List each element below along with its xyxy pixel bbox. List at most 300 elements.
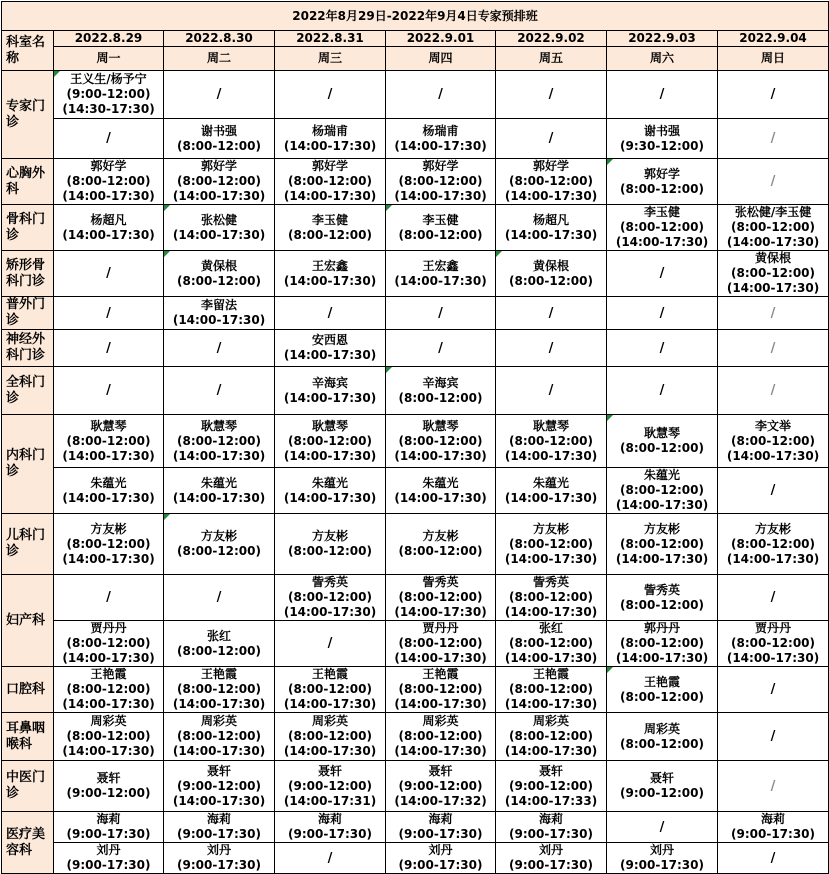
time-slot: (8:00-12:00) [509, 174, 593, 188]
schedule-cell [386, 367, 496, 415]
schedule-cell [275, 667, 386, 713]
schedule-row [2, 843, 829, 874]
empty-slot-slash: / [327, 87, 333, 102]
doctor-name: 朱蕴光 [532, 475, 569, 490]
time-slot: (14:00-17:30) [283, 448, 377, 463]
doctor-name: 谢书强 [200, 123, 237, 138]
schedule-cell [54, 468, 164, 514]
doctor-name: 谢书强 [643, 123, 680, 138]
time-slot: (14:00-17:30) [172, 227, 266, 242]
schedule-cell [54, 159, 164, 205]
weekday-header: 周三 [275, 47, 386, 71]
time-slot: (8:00-12:00) [398, 590, 483, 604]
schedule-cell [164, 251, 275, 297]
schedule-row [2, 159, 829, 205]
doctor-name: 方友彬 [311, 529, 348, 543]
weekday-header: 周一 [54, 47, 164, 71]
time-slot: (8:00-12:00) [288, 433, 372, 448]
schedule-cell [607, 330, 718, 367]
schedule-cell [164, 667, 275, 713]
date-header: 2022.8.29 [54, 31, 164, 47]
doctor-name: 王艳霞 [200, 667, 237, 681]
schedule-cell [718, 575, 829, 621]
schedule-cell [496, 621, 607, 667]
schedule-cell [718, 71, 829, 119]
empty-slot-slash: / [770, 729, 776, 744]
schedule-cell [275, 812, 386, 843]
schedule-cell [164, 468, 275, 514]
schedule-row [2, 367, 829, 415]
time-slot: (8:00-12:00) [177, 643, 261, 658]
doctor-name: 杨瑞甫 [422, 123, 459, 138]
time-slot: (14:00-17:30) [62, 551, 155, 566]
schedule-cell [386, 297, 496, 330]
time-slot: (9:30-12:00) [620, 138, 704, 153]
doctor-name: 郭好学 [311, 159, 348, 173]
schedule-cell [607, 713, 718, 761]
doctor-name: 方友彬 [643, 521, 680, 536]
time-slot: (14:00-17:30) [394, 138, 487, 153]
time-slot: (8:00-12:00) [398, 433, 483, 448]
dept-name: 专家门诊 [2, 71, 54, 159]
time-slot: (14:00-17:30) [726, 651, 820, 665]
dept-name: 中医门诊 [2, 761, 54, 812]
empty-slot-slash: / [216, 590, 222, 605]
time-slot: (14:00-17:30) [394, 448, 487, 463]
doctor-name: 周彩英 [643, 721, 680, 736]
time-slot: (9:00-17:30) [620, 858, 704, 872]
dept-name: 儿科门诊 [2, 514, 54, 575]
time-slot: (14:00-17:30) [394, 490, 487, 505]
schedule-cell [496, 761, 607, 812]
schedule-row [2, 575, 829, 621]
schedule-row [2, 667, 829, 713]
schedule-cell [275, 514, 386, 575]
time-slot: (8:00-12:00) [509, 682, 593, 696]
time-slot: (9:00-12:00) [66, 87, 151, 101]
time-slot: (9:00-17:30) [509, 827, 593, 841]
time-slot: (8:00-12:00) [66, 636, 151, 650]
schedule-cell [164, 514, 275, 575]
time-slot: (8:00-12:00) [177, 729, 261, 743]
schedule-cell [164, 119, 275, 159]
empty-slot-slash: / [548, 87, 554, 102]
schedule-cell [496, 367, 607, 415]
time-slot: (8:00-12:00) [731, 433, 816, 448]
schedule-cell [718, 468, 829, 514]
doctor-name: 海莉 [96, 812, 121, 826]
schedule-cell [275, 468, 386, 514]
schedule-cell [607, 205, 718, 251]
doctor-name: 海莉 [761, 812, 786, 826]
time-slot: (14:00-17:30) [62, 227, 155, 242]
schedule-cell [607, 251, 718, 297]
empty-slot-slash: / [327, 850, 333, 866]
doctor-name: 贾丹丹 [422, 621, 459, 635]
doctor-name: 安西恩 [311, 333, 348, 347]
time-slot: (9:00-17:30) [398, 827, 483, 841]
schedule-cell [54, 367, 164, 415]
schedule-cell [496, 713, 607, 761]
schedule-cell [164, 205, 275, 251]
time-slot: (8:00-12:00) [731, 266, 816, 280]
doctor-name: 海莉 [317, 812, 342, 826]
dept-name: 全科门诊 [2, 367, 54, 415]
schedule-cell [275, 330, 386, 367]
time-slot: (8:00-12:00) [66, 433, 151, 448]
doctor-name: 黄保根 [532, 258, 569, 273]
doctor-name: 聂轩 [96, 771, 121, 785]
doctor-name: 李留法 [200, 298, 237, 312]
time-slot: (8:00-12:00) [620, 483, 704, 497]
schedule-cell [607, 575, 718, 621]
doctor-name: 周彩英 [90, 714, 127, 728]
time-slot: (14:00-17:30) [172, 793, 266, 808]
time-slot: (14:00-17:33) [504, 793, 598, 808]
empty-slot-slash: / [106, 131, 111, 146]
time-slot: (14:00-17:30) [504, 744, 598, 758]
time-slot: (9:00-12:00) [288, 778, 372, 793]
doctor-name: 周彩英 [200, 714, 237, 728]
time-slot: (8:00-12:00) [288, 544, 372, 558]
time-slot: (8:00-12:00) [398, 682, 483, 696]
schedule-cell [607, 415, 718, 468]
time-slot: (9:00-17:30) [177, 858, 261, 872]
doctor-name: 訾秀英 [643, 582, 680, 597]
time-slot: (8:00-12:00) [398, 636, 483, 650]
weekday-header: 周五 [496, 47, 607, 71]
weekday-header: 周二 [164, 47, 275, 71]
doctor-name: 海莉 [538, 812, 563, 826]
time-slot: (14:00-17:30) [283, 273, 377, 288]
time-slot: (8:00-12:00) [509, 536, 593, 551]
schedule-cell [164, 812, 275, 843]
time-slot: (8:00-12:00) [509, 590, 593, 604]
time-slot: (9:00-17:30) [509, 858, 593, 872]
empty-slot-slash: / [548, 340, 554, 356]
time-slot: (8:00-12:00) [177, 544, 261, 558]
empty-slot-slash: / [659, 266, 665, 281]
time-slot: (8:00-12:00) [66, 729, 151, 743]
doctor-name: 朱蕴光 [200, 475, 237, 490]
doctor-name: 方友彬 [532, 521, 569, 536]
schedule-cell [496, 415, 607, 468]
empty-slot-slash: / [770, 383, 776, 398]
time-slot: (14:00-17:30) [504, 490, 598, 505]
doctor-name: 辛海宾 [422, 375, 459, 390]
doctor-name: 刘丹 [649, 843, 674, 857]
doctor-name: 黄保根 [200, 258, 237, 273]
date-row [2, 31, 829, 47]
schedule-row [2, 812, 829, 843]
dept-name: 普外门诊 [2, 297, 54, 330]
time-slot: (14:00-17:30) [172, 189, 266, 203]
schedule-row [2, 71, 829, 119]
schedule-cell [607, 812, 718, 843]
doctor-name: 郭丹丹 [643, 621, 680, 635]
time-slot: (14:00-17:30) [283, 138, 377, 153]
schedule-cell [496, 667, 607, 713]
schedule-cell [386, 713, 496, 761]
time-slot: (8:00-12:00) [620, 597, 704, 612]
time-slot: (9:00-17:30) [177, 827, 261, 841]
empty-slot-slash: / [770, 778, 776, 794]
schedule-cell [386, 514, 496, 575]
schedule-row [2, 251, 829, 297]
doctor-name: 王宏鑫 [422, 258, 459, 273]
time-slot: (9:00-12:00) [177, 778, 261, 793]
date-header: 2022.9.03 [607, 31, 718, 47]
schedule-cell [496, 71, 607, 119]
time-slot: (8:00-12:00) [620, 441, 704, 455]
schedule-cell [164, 330, 275, 367]
schedule-cell [607, 621, 718, 667]
empty-slot-slash: / [106, 383, 111, 398]
empty-slot-slash: / [770, 87, 776, 102]
doctor-name: 郭好学 [90, 159, 127, 173]
schedule-cell [607, 297, 718, 330]
doctor-name: 方友彬 [90, 521, 127, 536]
weekday-row [2, 47, 829, 71]
empty-slot-slash: / [216, 87, 222, 102]
time-slot: (9:00-17:30) [288, 827, 372, 841]
time-slot: (8:00-12:00) [509, 729, 593, 743]
time-slot: (8:00-12:00) [288, 174, 372, 188]
doctor-name: 杨超凡 [90, 212, 127, 227]
dept-name: 口腔科 [2, 667, 54, 713]
time-slot: (9:00-17:30) [731, 827, 816, 841]
time-slot: (8:00-12:00) [288, 729, 372, 743]
schedule-cell [718, 812, 829, 843]
empty-slot-slash: / [216, 383, 222, 398]
time-slot: (14:00-17:30) [504, 651, 598, 665]
schedule-cell [164, 713, 275, 761]
schedule-cell [275, 843, 386, 874]
schedule-row [2, 205, 829, 251]
schedule-cell [275, 713, 386, 761]
doctor-name: 耿慧琴 [200, 418, 237, 433]
doctor-name: 方友彬 [755, 521, 792, 536]
schedule-cell [718, 205, 829, 251]
empty-slot-slash: / [659, 87, 665, 102]
empty-slot-slash: / [770, 590, 776, 605]
schedule-cell [718, 159, 829, 205]
doctor-name: 方友彬 [422, 529, 459, 543]
schedule-row [2, 415, 829, 468]
schedule-cell [54, 297, 164, 330]
empty-slot-slash: / [548, 383, 554, 398]
time-slot: (8:00-12:00) [398, 390, 483, 405]
date-header: 2022.8.30 [164, 31, 275, 47]
schedule-cell [386, 812, 496, 843]
schedule-cell [718, 330, 829, 367]
time-slot: (8:00-12:00) [620, 636, 704, 650]
doctor-name: 郭好学 [200, 159, 237, 173]
doctor-name: 王艳霞 [422, 667, 459, 681]
schedule-cell [386, 843, 496, 874]
schedule-cell [164, 71, 275, 119]
empty-slot-slash: / [659, 383, 665, 398]
dept-name: 内科门诊 [2, 415, 54, 514]
time-slot: (8:00-12:00) [177, 138, 261, 153]
empty-slot-slash: / [770, 850, 776, 866]
doctor-name: 刘丹 [206, 843, 231, 857]
doctor-name: 张红 [538, 621, 563, 635]
time-slot: (8:00-12:00) [177, 273, 261, 288]
time-slot: (14:00-17:30) [504, 189, 598, 203]
doctor-name: 贾丹丹 [755, 621, 792, 635]
empty-slot-slash: / [770, 305, 776, 321]
schedule-cell [164, 575, 275, 621]
schedule-cell [54, 415, 164, 468]
time-slot: (14:30-17:30) [62, 102, 155, 116]
schedule-cell [718, 119, 829, 159]
doctor-name: 张松健 [200, 212, 237, 227]
schedule-cell [496, 119, 607, 159]
empty-slot-slash: / [106, 266, 111, 281]
schedule-cell [54, 812, 164, 843]
schedule-cell [496, 330, 607, 367]
doctor-name: 郭好学 [422, 159, 459, 173]
dept-name: 耳鼻咽喉科 [2, 713, 54, 761]
empty-slot-slash: / [770, 131, 776, 146]
schedule-cell [718, 367, 829, 415]
schedule-cell [54, 843, 164, 874]
doctor-name: 方友彬 [200, 529, 237, 543]
schedule-cell [275, 251, 386, 297]
empty-slot-slash: / [659, 340, 665, 356]
schedule-cell [275, 367, 386, 415]
time-slot: (8:00-12:00) [620, 220, 704, 234]
time-slot: (8:00-12:00) [509, 636, 593, 650]
schedule-cell [164, 367, 275, 415]
empty-slot-slash: / [770, 483, 776, 498]
doctor-name: 李文举 [755, 418, 792, 433]
doctor-name: 聂轩 [538, 763, 563, 778]
doctor-name: 王义生/杨予宁 [70, 72, 147, 86]
weekday-header: 周六 [607, 47, 718, 71]
time-slot: (14:00-17:30) [283, 189, 377, 203]
time-slot: (8:00-12:00) [288, 227, 372, 242]
schedule-cell [164, 621, 275, 667]
time-slot: (14:00-17:30) [394, 605, 487, 619]
empty-slot-slash: / [327, 305, 333, 321]
time-slot: (8:00-12:00) [620, 736, 704, 751]
empty-slot-slash: / [770, 682, 776, 697]
schedule-cell [718, 297, 829, 330]
schedule-row [2, 713, 829, 761]
doctor-name: 张松健/李玉健 [734, 205, 812, 219]
schedule-row [2, 761, 829, 812]
schedule-cell [718, 415, 829, 468]
doctor-name: 张红 [206, 628, 231, 643]
time-slot: (14:00-17:30) [394, 697, 487, 711]
schedule-cell [607, 367, 718, 415]
schedule-cell [718, 713, 829, 761]
doctor-name: 周彩英 [422, 714, 459, 728]
doctor-name: 朱蕴光 [422, 475, 459, 490]
schedule-cell [386, 205, 496, 251]
schedule-cell [54, 761, 164, 812]
doctor-name: 朱蕴光 [643, 468, 680, 482]
time-slot: (8:00-12:00) [177, 433, 261, 448]
time-slot: (8:00-12:00) [620, 181, 704, 196]
empty-slot-slash: / [770, 340, 776, 356]
doctor-name: 辛海宾 [311, 375, 348, 390]
schedule-cell [275, 621, 386, 667]
schedule-cell [607, 159, 718, 205]
time-slot: (8:00-12:00) [398, 174, 483, 188]
doctor-name: 聂轩 [206, 763, 231, 778]
schedule-table [1, 1, 829, 874]
schedule-cell [54, 205, 164, 251]
schedule-cell [275, 119, 386, 159]
time-slot: (8:00-12:00) [177, 174, 261, 188]
doctor-name: 刘丹 [428, 843, 453, 857]
schedule-row [2, 330, 829, 367]
time-slot: (14:00-17:32) [394, 793, 487, 808]
schedule-cell [54, 119, 164, 159]
empty-slot-slash: / [327, 636, 333, 651]
schedule-cell [164, 159, 275, 205]
doctor-name: 郭好学 [643, 166, 680, 181]
time-slot: (14:00-17:30) [394, 273, 487, 288]
time-slot: (8:00-12:00) [509, 433, 593, 448]
schedule-cell [54, 575, 164, 621]
time-slot: (14:00-17:30) [504, 227, 598, 242]
doctor-name: 贾丹丹 [90, 621, 127, 635]
schedule-cell [54, 330, 164, 367]
schedule-row [2, 514, 829, 575]
doctor-name: 訾秀英 [422, 575, 459, 589]
doctor-name: 海莉 [206, 812, 231, 826]
schedule-cell [386, 667, 496, 713]
schedule-cell [607, 468, 718, 514]
weekday-header: 周日 [718, 47, 829, 71]
schedule-row [2, 297, 829, 330]
schedule-cell [54, 713, 164, 761]
schedule-cell [275, 71, 386, 119]
schedule-cell [386, 761, 496, 812]
doctor-name: 耿慧琴 [422, 418, 459, 433]
schedule-row [2, 621, 829, 667]
schedule-cell [386, 119, 496, 159]
schedule-cell [54, 621, 164, 667]
time-slot: (8:00-12:00) [509, 273, 593, 288]
time-slot: (8:00-12:00) [731, 636, 816, 650]
empty-slot-slash: / [548, 305, 554, 321]
schedule-cell [607, 667, 718, 713]
time-slot: (14:00-17:30) [726, 281, 820, 295]
schedule-cell [718, 251, 829, 297]
time-slot: (14:00-17:30) [504, 551, 598, 566]
time-slot: (14:00-17:30) [394, 189, 487, 203]
time-slot: (8:00-12:00) [66, 174, 151, 188]
time-slot: (8:00-12:00) [731, 536, 816, 551]
schedule-cell [275, 159, 386, 205]
time-slot: (8:00-12:00) [398, 729, 483, 743]
time-slot: (8:00-12:00) [66, 536, 151, 551]
doctor-name: 郭好学 [532, 159, 569, 173]
schedule-title: 2022年8月29日-2022年9月4日专家预排班 [2, 2, 829, 31]
time-slot: (14:00-17:30) [62, 189, 155, 203]
time-slot: (14:00-17:30) [615, 235, 709, 249]
doctor-name: 王宏鑫 [311, 258, 348, 273]
schedule-cell [164, 761, 275, 812]
schedule-cell [496, 205, 607, 251]
time-slot: (8:00-12:00) [731, 220, 816, 234]
schedule-cell [718, 621, 829, 667]
